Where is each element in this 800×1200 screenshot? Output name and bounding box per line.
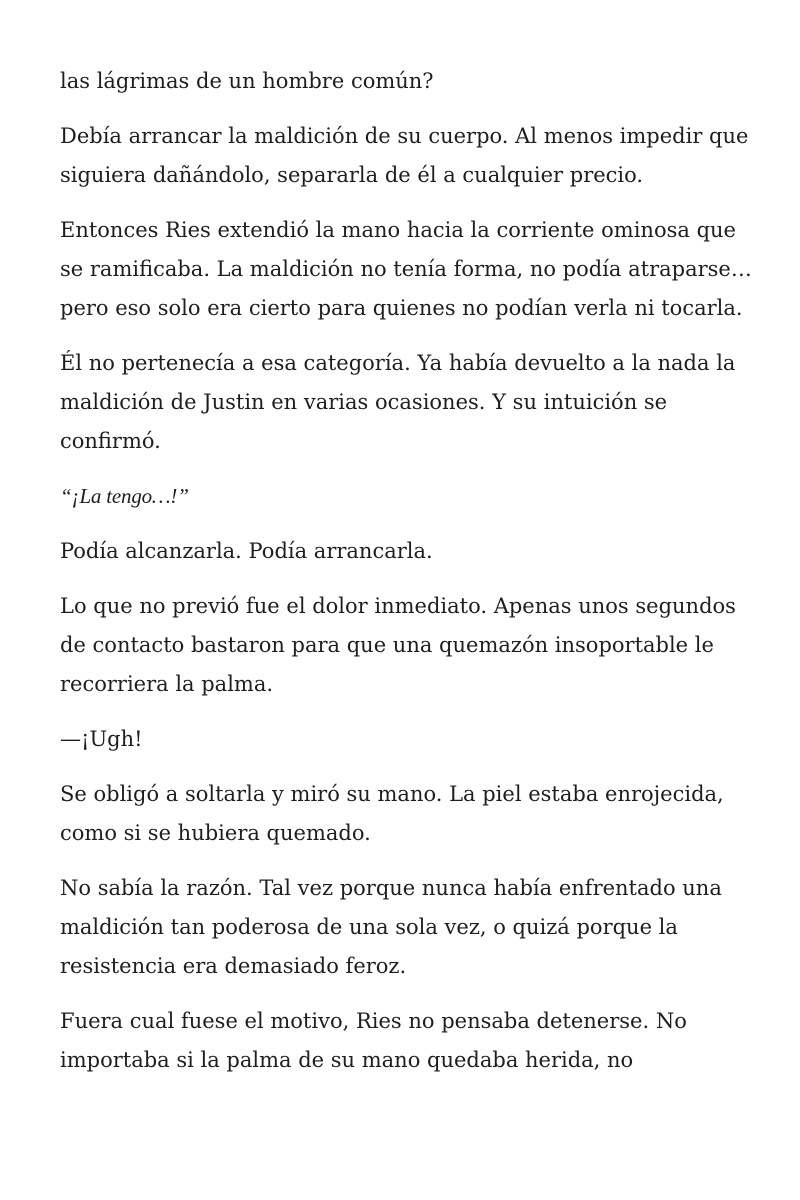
paragraph: Podía alcanzarla. Podía arrancarla. — [60, 539, 433, 563]
paragraph: Lo que no previó fue el dolor inmediato. Apenas unos segundos de contacto bastaron para que una quemazón insoportable le recorriera la palma. — [60, 594, 736, 696]
paragraph: Él no pertenecía a esa categoría. Ya había devuelto a la nada la maldición de Justin en varias ocasiones. Y su intuición se confirmó. — [60, 351, 736, 453]
paragraph: las lágrimas de un hombre común? — [60, 69, 434, 93]
dialogue-line: —¡Ugh! — [60, 727, 143, 751]
paragraph: No sabía la razón. Tal vez porque nunca había enfrentado una maldición tan poderosa de una sola vez, o quizá porque la resistencia era demasiado feroz. — [60, 876, 722, 978]
reading-page — [60, 62, 760, 1096]
paragraph: Debía arrancar la maldición de su cuerpo. Al menos impedir que siguiera dañándolo, separarla de él a cualquier precio. — [60, 124, 749, 187]
paragraph: Entonces Ries extendió la mano hacia la corriente ominosa que se ramificaba. La maldición no tenía forma, no podía atraparse… pero eso solo era cierto para quienes no podían verla ni tocarla. — [60, 218, 752, 320]
paragraph: Se obligó a soltarla y miró su mano. La piel estaba enrojecida, como si se hubiera quemado. — [60, 782, 724, 845]
thought-line: “¡La tengo…!” — [60, 484, 189, 508]
paragraph: Fuera cual fuese el motivo, Ries no pensaba detenerse. No importaba si la palma de su mano quedaba herida, no — [60, 1009, 687, 1072]
